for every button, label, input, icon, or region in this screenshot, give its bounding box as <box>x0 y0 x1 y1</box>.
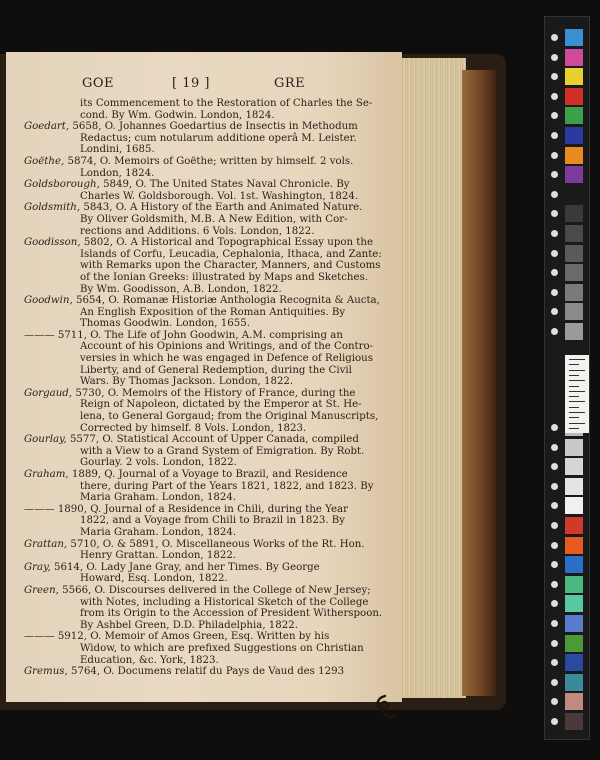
color-swatch <box>565 88 583 105</box>
color-swatch <box>565 635 583 652</box>
color-swatch <box>565 713 583 730</box>
entry-continuation-line: with a View to a Grand System of Emigration. By Robt. <box>80 445 365 457</box>
catalog-entry <box>24 156 384 168</box>
entry-continuation-line: Widow, to which are prefixed Suggestions on Christian <box>80 642 364 654</box>
entry-text: 5764, O. Documens relatif du Pays de Vaud des 1293 <box>70 666 345 678</box>
color-swatch <box>565 517 583 534</box>
color-swatch <box>565 497 583 514</box>
entry-continuation-line: lena, to General Gorgaud; from the Original Manuscripts, <box>80 411 379 423</box>
checker-dot <box>551 112 558 119</box>
entry-heading: Gorgaud, <box>24 387 73 399</box>
entry-continuation-line: Wars. By Thomas Jackson. London, 1822. <box>80 376 294 388</box>
checker-dot <box>551 581 558 588</box>
entry-continuation-line: Corrected by himself. 8 Vols. London, 1823. <box>80 422 307 434</box>
checker-dot <box>551 191 558 198</box>
catalog-entry <box>24 539 384 551</box>
handwritten-mark-icon <box>371 692 399 722</box>
entry-continuation-line: By Oliver Goldsmith, M.B. A New Edition, with Cor- <box>80 213 348 225</box>
entry-heading: Grattan, <box>24 538 68 550</box>
checker-dot <box>551 269 558 276</box>
catalog-entry <box>24 202 384 214</box>
entry-text: 5874, O. Memoirs of Goëthe; written by himself. 2 vols. <box>67 155 354 167</box>
entry-continuation-line: from its Origin to the Accession of President Witherspoon. <box>80 608 383 620</box>
entry-text: 1890, Q. Journal of a Residence in Chili, during the Year <box>57 503 348 515</box>
catalog-entry <box>24 504 384 516</box>
checker-dot <box>551 679 558 686</box>
entry-text: 5654, O. Romanæ Historiæ Anthologia Recognita & Aucta, <box>75 295 380 307</box>
ruler-tick <box>569 396 579 397</box>
color-swatch <box>565 107 583 124</box>
scale-ruler <box>565 355 589 433</box>
color-swatch <box>565 323 583 340</box>
checker-dot <box>551 444 558 451</box>
color-swatch <box>565 556 583 573</box>
entry-continuation-line: Education, &c. York, 1823. <box>80 654 219 666</box>
color-swatch <box>565 166 583 183</box>
entry-text: 5730, O. Memoirs of the History of France, during the <box>75 387 356 399</box>
checker-dot <box>551 698 558 705</box>
color-swatch <box>565 147 583 164</box>
entry-continuation-line: By Wm. Goodisson, A.B. London, 1822. <box>80 283 282 295</box>
entry-text: 5577, O. Statistical Account of Upper Canada, compiled <box>69 434 359 446</box>
checker-dot <box>551 73 558 80</box>
entry-text: 5802, O. A Historical and Topographical Essay upon the <box>83 237 373 249</box>
entry-continuation-line: there, during Part of the Years 1821, 1822, and 1823. By <box>80 480 374 492</box>
catalog-entry <box>24 631 384 643</box>
color-swatch <box>565 264 583 281</box>
entry-heading: Goldsmith, <box>24 202 81 214</box>
entry-text: 5566, O. Discourses delivered in the College of New Jersey; <box>62 584 371 596</box>
entry-continuation-line: Reign of Napoleon, dictated by the Emperor at St. He- <box>80 399 362 411</box>
checker-dot <box>551 308 558 315</box>
entry-continuation-line: Londini, 1685. <box>80 144 155 156</box>
page-number: [ 19 ] <box>172 76 210 91</box>
entry-continuation-line: Charles W. Goldsborough. Vol. 1st. Washington, 1824. <box>80 190 359 202</box>
catalog-entry <box>24 330 384 342</box>
checker-dot <box>551 640 558 647</box>
entry-continuation-line: London, 1824. <box>80 167 155 179</box>
ruler-tick <box>569 407 579 408</box>
color-swatch <box>565 68 583 85</box>
color-swatch <box>565 225 583 242</box>
entry-heading: Gray, <box>24 561 51 573</box>
catalog-entry <box>24 388 384 400</box>
catalog-entry <box>24 562 384 574</box>
running-head <box>6 76 402 96</box>
entry-heading: Goodwin, <box>24 295 73 307</box>
entry-heading: Goedart, <box>24 121 70 133</box>
ruler-tick <box>569 386 579 387</box>
checker-dot <box>551 230 558 237</box>
ruler-tick <box>569 391 585 392</box>
catalog-entry <box>24 666 384 678</box>
entry-continuation-line: Maria Graham. London, 1824. <box>80 526 237 538</box>
entry-text: 5843, O. A History of the Earth and Animated Nature. <box>83 202 363 214</box>
entry-continuation-line: Islands of Corfu, Leucadia, Cephalonia, Ithaca, and Zante: <box>80 248 382 260</box>
entry-heading: Goodisson, <box>24 237 81 249</box>
ruler-tick <box>569 412 585 413</box>
color-swatch <box>565 478 583 495</box>
color-swatch <box>565 674 583 691</box>
checker-dot <box>551 132 558 139</box>
color-swatch <box>565 458 583 475</box>
ruler-tick <box>569 375 579 376</box>
entry-continuation-line: By Ashbel Green, D.D. Philadelphia, 1822. <box>80 619 298 631</box>
checker-dot <box>551 483 558 490</box>
entry-text: 5849, O. The United States Naval Chronicle. By <box>103 179 350 191</box>
ruler-tick <box>569 417 579 418</box>
color-swatch <box>565 205 583 222</box>
checker-dot <box>551 34 558 41</box>
entry-continuation-line: Gourlay. 2 vols. London, 1822. <box>80 457 237 469</box>
checker-dot <box>551 171 558 178</box>
entry-continuation-line: cond. By Wm. Godwin. London, 1824. <box>80 109 275 121</box>
checker-dot <box>551 54 558 61</box>
catalog-entry <box>24 585 384 597</box>
entry-continuation-line: Liberty, and of General Redemption, during the Civil <box>80 364 352 376</box>
entry-continuation-line: rections and Additions. 6 Vols. London, 1822. <box>80 225 315 237</box>
entry-heading: ——— <box>24 329 55 341</box>
entry-heading: ——— <box>24 503 55 515</box>
checker-dot <box>551 600 558 607</box>
ruler-tick <box>569 370 585 371</box>
ruler-tick <box>569 401 585 402</box>
entry-text: 1889, Q. Journal of a Voyage to Brazil, and Residence <box>71 469 348 480</box>
checker-dot <box>551 463 558 470</box>
ruler-tick <box>569 428 579 429</box>
ruler-tick <box>569 423 585 424</box>
entry-continuation-line: with Notes, including a Historical Sketch of the College <box>80 596 369 608</box>
catalog-entry <box>24 237 384 249</box>
checker-dot <box>551 502 558 509</box>
color-swatch <box>565 439 583 456</box>
entry-text: 5710, O. & 5891, O. Miscellaneous Works of the Rt. Hon. <box>70 538 365 550</box>
catalog-entry <box>24 121 384 133</box>
entry-continuation-line: An English Exposition of the Roman Antiquities. By <box>80 306 346 318</box>
entry-heading: Gourlay, <box>24 434 67 446</box>
color-swatch <box>565 245 583 262</box>
checker-dot <box>551 542 558 549</box>
color-swatch <box>565 303 583 320</box>
entry-continuation-line: of the Ionian Greeks: illustrated by Maps and Sketches. <box>80 271 368 283</box>
color-swatch <box>565 615 583 632</box>
entry-continuation-line: Maria Graham. London, 1824. <box>80 492 237 504</box>
checker-dot <box>551 522 558 529</box>
checker-dot <box>551 328 558 335</box>
color-swatch <box>565 127 583 144</box>
entry-heading: Goëthe, <box>24 155 65 167</box>
entry-text: 5711, O. The Life of John Goodwin, A.M. comprising an <box>57 329 343 341</box>
color-swatch <box>565 537 583 554</box>
entry-continuation-line: Account of his Opinions and Writings, and of the Contro- <box>80 341 374 353</box>
entry-continuation-line: with Remarks upon the Character, Manners, and Customs <box>80 260 381 272</box>
ruler-tick <box>569 364 579 365</box>
checker-dot <box>551 620 558 627</box>
entry-text: 5614, O. Lady Jane Gray, and her Times. By George <box>53 561 320 573</box>
entry-continuation-line: Redactus; cum notularum additione operâ M. Leister. <box>80 132 357 144</box>
catalog-entry <box>24 469 384 481</box>
running-head-right: GRE <box>274 76 306 91</box>
ruler-tick <box>569 359 585 360</box>
book-spine-edge <box>462 70 496 696</box>
page-edges <box>396 58 466 698</box>
color-swatch <box>565 595 583 612</box>
catalog-entry <box>24 179 384 191</box>
color-swatch <box>565 49 583 66</box>
entry-heading: Goldsborough, <box>24 179 100 191</box>
color-swatch <box>565 29 583 46</box>
entry-heading: Green, <box>24 584 59 596</box>
color-checker-card <box>544 16 590 740</box>
checker-dot <box>551 718 558 725</box>
entry-continuation-line: Thomas Goodwin. London, 1655. <box>80 318 250 330</box>
entry-continuation-line: Henry Grattan. London, 1822. <box>80 550 237 562</box>
entry-heading: Graham, <box>24 469 69 480</box>
color-swatch <box>565 284 583 301</box>
entry-text: 5912, O. Memoir of Amos Green, Esq. Written by his <box>57 631 330 643</box>
catalog-entry <box>24 295 384 307</box>
running-head-left: GOE <box>82 76 115 91</box>
entry-heading: ——— <box>24 631 55 643</box>
entry-text: 5658, O. Johannes Goedartius de Insectis in Methodum <box>72 121 358 133</box>
book-page <box>6 52 402 702</box>
entry-continuation-line: its Commencement to the Restoration of Charles the Se- <box>80 98 373 109</box>
ruler-tick <box>569 380 585 381</box>
catalog-entries <box>24 98 384 678</box>
entry-continuation-line: Howard, Esq. London, 1822. <box>80 573 228 585</box>
checker-dot <box>551 424 558 431</box>
entry-heading: Gremus, <box>24 666 68 678</box>
checker-dot <box>551 152 558 159</box>
color-swatch <box>565 693 583 710</box>
checker-dot <box>551 289 558 296</box>
checker-dot <box>551 659 558 666</box>
checker-dot <box>551 250 558 257</box>
color-swatch <box>565 654 583 671</box>
entry-continuation-line: 1822, and a Voyage from Chili to Brazil in 1823. By <box>80 515 346 527</box>
checker-dot <box>551 210 558 217</box>
entry-continuation-line: versies in which he was engaged in Defence of Religious <box>80 353 373 365</box>
color-swatch <box>565 186 583 203</box>
catalog-entry <box>24 434 384 446</box>
checker-dot <box>551 561 558 568</box>
color-swatch <box>565 576 583 593</box>
checker-dot <box>551 93 558 100</box>
